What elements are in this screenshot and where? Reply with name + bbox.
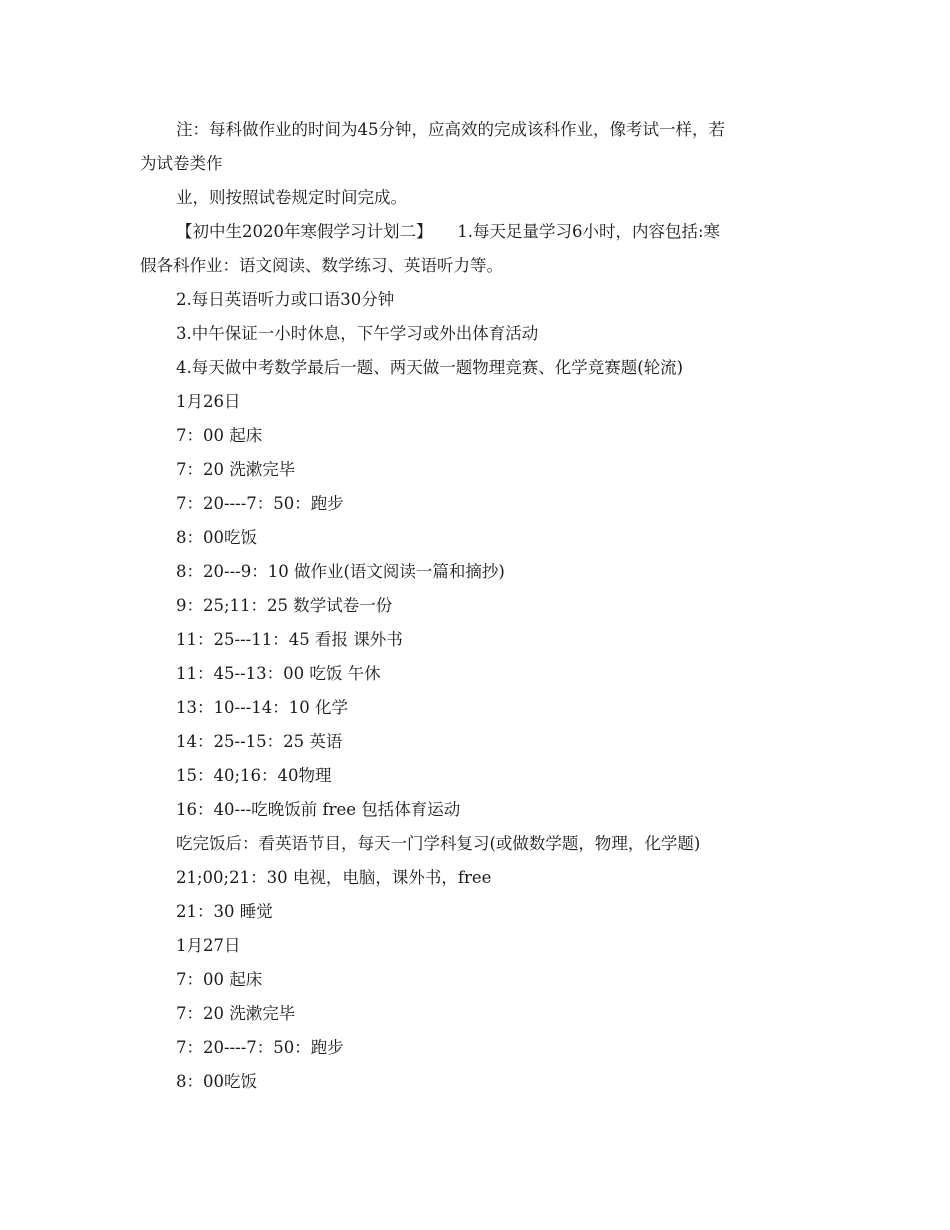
plan-item-2: 2.每日英语听力或口语30分钟	[176, 290, 395, 309]
schedule-line: 15：40;16：40物理	[176, 766, 332, 785]
note-line-3: 业，则按照试卷规定时间完成。	[176, 188, 407, 207]
schedule-line: 9：25;11：25 数学试卷一份	[176, 596, 393, 615]
schedule-line: 7：20----7：50：跑步	[176, 494, 344, 513]
schedule-line: 7：20 洗漱完毕	[176, 1004, 296, 1023]
schedule-line: 7：00 起床	[176, 970, 263, 989]
schedule-line: 21：30 睡觉	[176, 902, 273, 921]
schedule-line: 13：10---14：10 化学	[176, 698, 348, 717]
schedule-line: 8：00吃饭	[176, 1072, 257, 1091]
schedule-line: 8：00吃饭	[176, 528, 257, 547]
schedule-line: 11：45--13：00 吃饭 午休	[176, 664, 381, 683]
plan-item-4: 4.每天做中考数学最后一题、两天做一题物理竞赛、化学竞赛题(轮流)	[176, 358, 684, 377]
plan-item-3: 3.中午保证一小时休息，下午学习或外出体育活动	[176, 324, 539, 343]
note-line-2: 为试卷类作	[140, 154, 223, 173]
schedule-line: 7：00 起床	[176, 426, 263, 445]
schedule-line: 11：25---11：45 看报 课外书	[176, 630, 403, 649]
date-heading: 1月26日	[176, 392, 241, 411]
plan-item-1-cont: 假各科作业：语文阅读、数学练习、英语听力等。	[140, 256, 503, 275]
schedule-line: 8：20---9：10 做作业(语文阅读一篇和摘抄)	[176, 562, 505, 581]
schedule-line: 吃完饭后：看英语节目，每天一门学科复习(或做数学题，物理，化学题)	[176, 834, 701, 853]
plan-heading-line: 【初中生2020年寒假学习计划二】 1.每天足量学习6小时，内容包括:寒	[176, 222, 721, 241]
schedule-line: 7：20 洗漱完毕	[176, 460, 296, 479]
schedule-line: 14：25--15：25 英语	[176, 732, 343, 751]
schedule-line: 21;00;21：30 电视，电脑，课外书，free	[176, 868, 492, 887]
schedule-line: 16：40---吃晚饭前 free 包括体育运动	[176, 800, 461, 819]
schedule-line: 7：20----7：50：跑步	[176, 1038, 344, 1057]
note-line-1: 注：每科做作业的时间为45分钟，应高效的完成该科作业，像考试一样，若	[176, 120, 725, 139]
date-heading: 1月27日	[176, 936, 241, 955]
